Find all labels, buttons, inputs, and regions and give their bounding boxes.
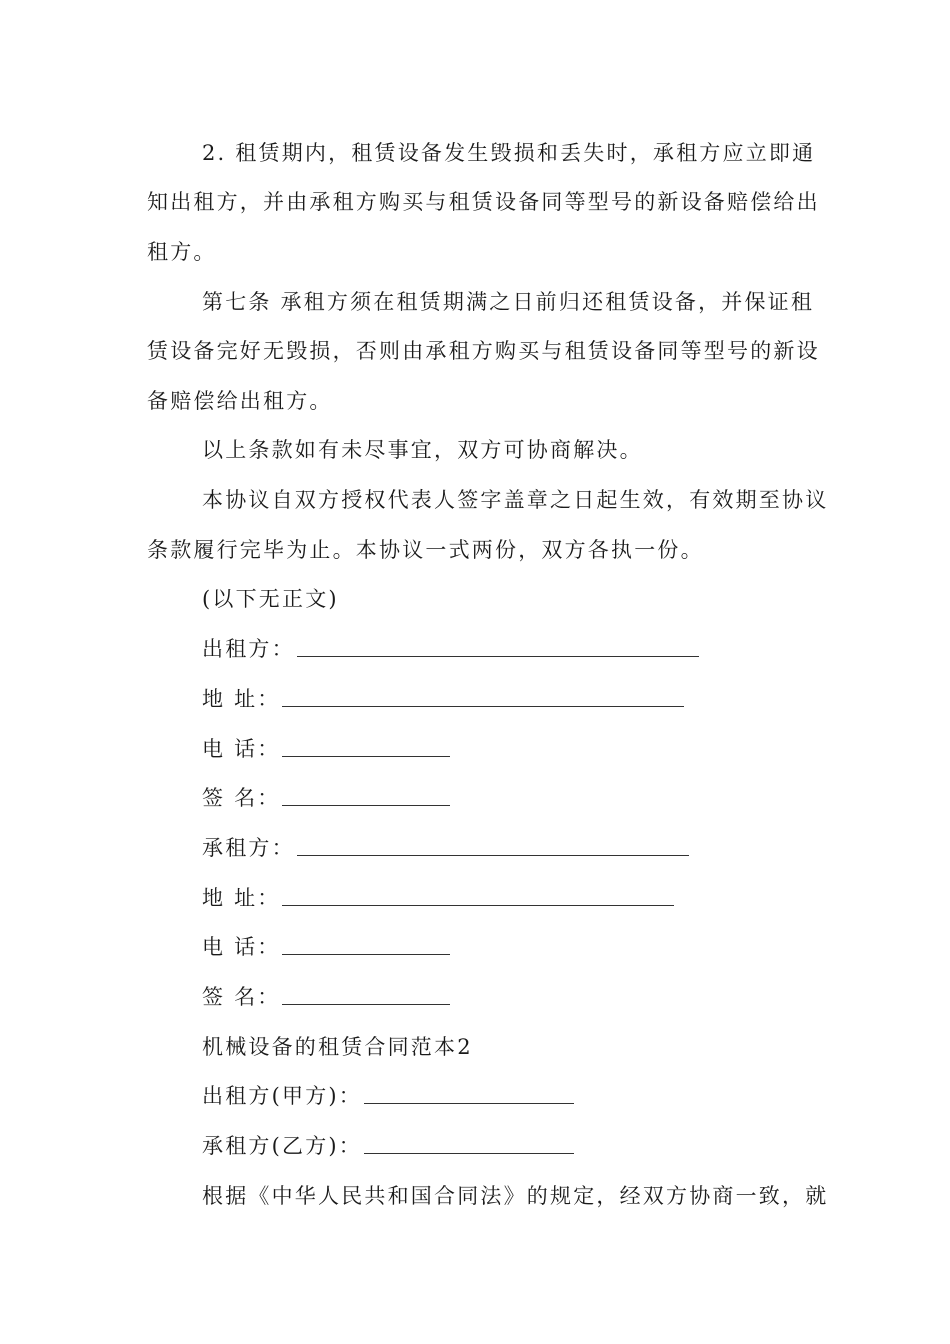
party-a-field <box>202 1081 574 1111</box>
paragraph-line: 条款履行完毕为止。本协议一式两份，双方各执一份。 <box>147 538 704 562</box>
lessee-field <box>202 833 689 863</box>
lessee-phone-field <box>202 932 450 962</box>
party-b-field <box>202 1131 574 1161</box>
paragraph-line: 根据《中华人民共和国合同法》的规定，经双方协商一致，就 <box>202 1184 829 1208</box>
sign-label: 签 名： <box>202 786 281 810</box>
phone-blank-line <box>282 734 450 757</box>
lessor-blank-line <box>297 634 699 657</box>
lessee-address-field <box>202 883 674 913</box>
address-label: 地 址： <box>202 886 281 910</box>
paragraph-line: 2. 租赁期内，租赁设备发生毁损和丢失时，承租方应立即通 <box>202 141 816 165</box>
lessor-field <box>202 634 699 664</box>
lessor-phone-field <box>202 734 450 764</box>
lessee-sign-field <box>202 982 450 1012</box>
address-label: 地 址： <box>202 687 281 711</box>
phone-label: 电 话： <box>202 737 281 761</box>
party-b-label: 承租方(乙方)： <box>202 1134 362 1158</box>
section-title: 机械设备的租赁合同范本2 <box>202 1035 473 1059</box>
paragraph-line: 知出租方，并由承租方购买与租赁设备同等型号的新设备赔偿给出 <box>147 190 820 214</box>
sign-blank-line <box>282 783 450 806</box>
party-a-blank-line <box>364 1081 574 1104</box>
sign-label: 签 名： <box>202 985 281 1009</box>
lessee-blank-line <box>297 833 689 856</box>
lessor-label: 出租方： <box>202 637 295 661</box>
paragraph-line: 本协议自双方授权代表人签字盖章之日起生效，有效期至协议 <box>202 488 829 512</box>
paragraph-line: 备赔偿给出租方。 <box>147 389 333 413</box>
paragraph-line: 赁设备完好无毁损，否则由承租方购买与租赁设备同等型号的新设 <box>147 339 820 363</box>
phone-blank-line <box>282 932 450 955</box>
address-blank-line <box>282 883 674 906</box>
lessee-label: 承租方： <box>202 836 295 860</box>
sign-blank-line <box>282 982 450 1005</box>
lessor-address-field <box>202 684 684 714</box>
phone-label: 电 话： <box>202 935 281 959</box>
paragraph-line: 租方。 <box>147 240 217 264</box>
address-blank-line <box>282 684 684 707</box>
paragraph-line: (以下无正文) <box>202 587 339 611</box>
lessor-sign-field <box>202 783 450 813</box>
party-a-label: 出租方(甲方)： <box>202 1084 362 1108</box>
party-b-blank-line <box>364 1131 574 1154</box>
paragraph-line: 第七条 承租方须在租赁期满之日前归还租赁设备，并保证租 <box>202 290 815 314</box>
paragraph-line: 以上条款如有未尽事宜，双方可协商解决。 <box>202 438 643 462</box>
